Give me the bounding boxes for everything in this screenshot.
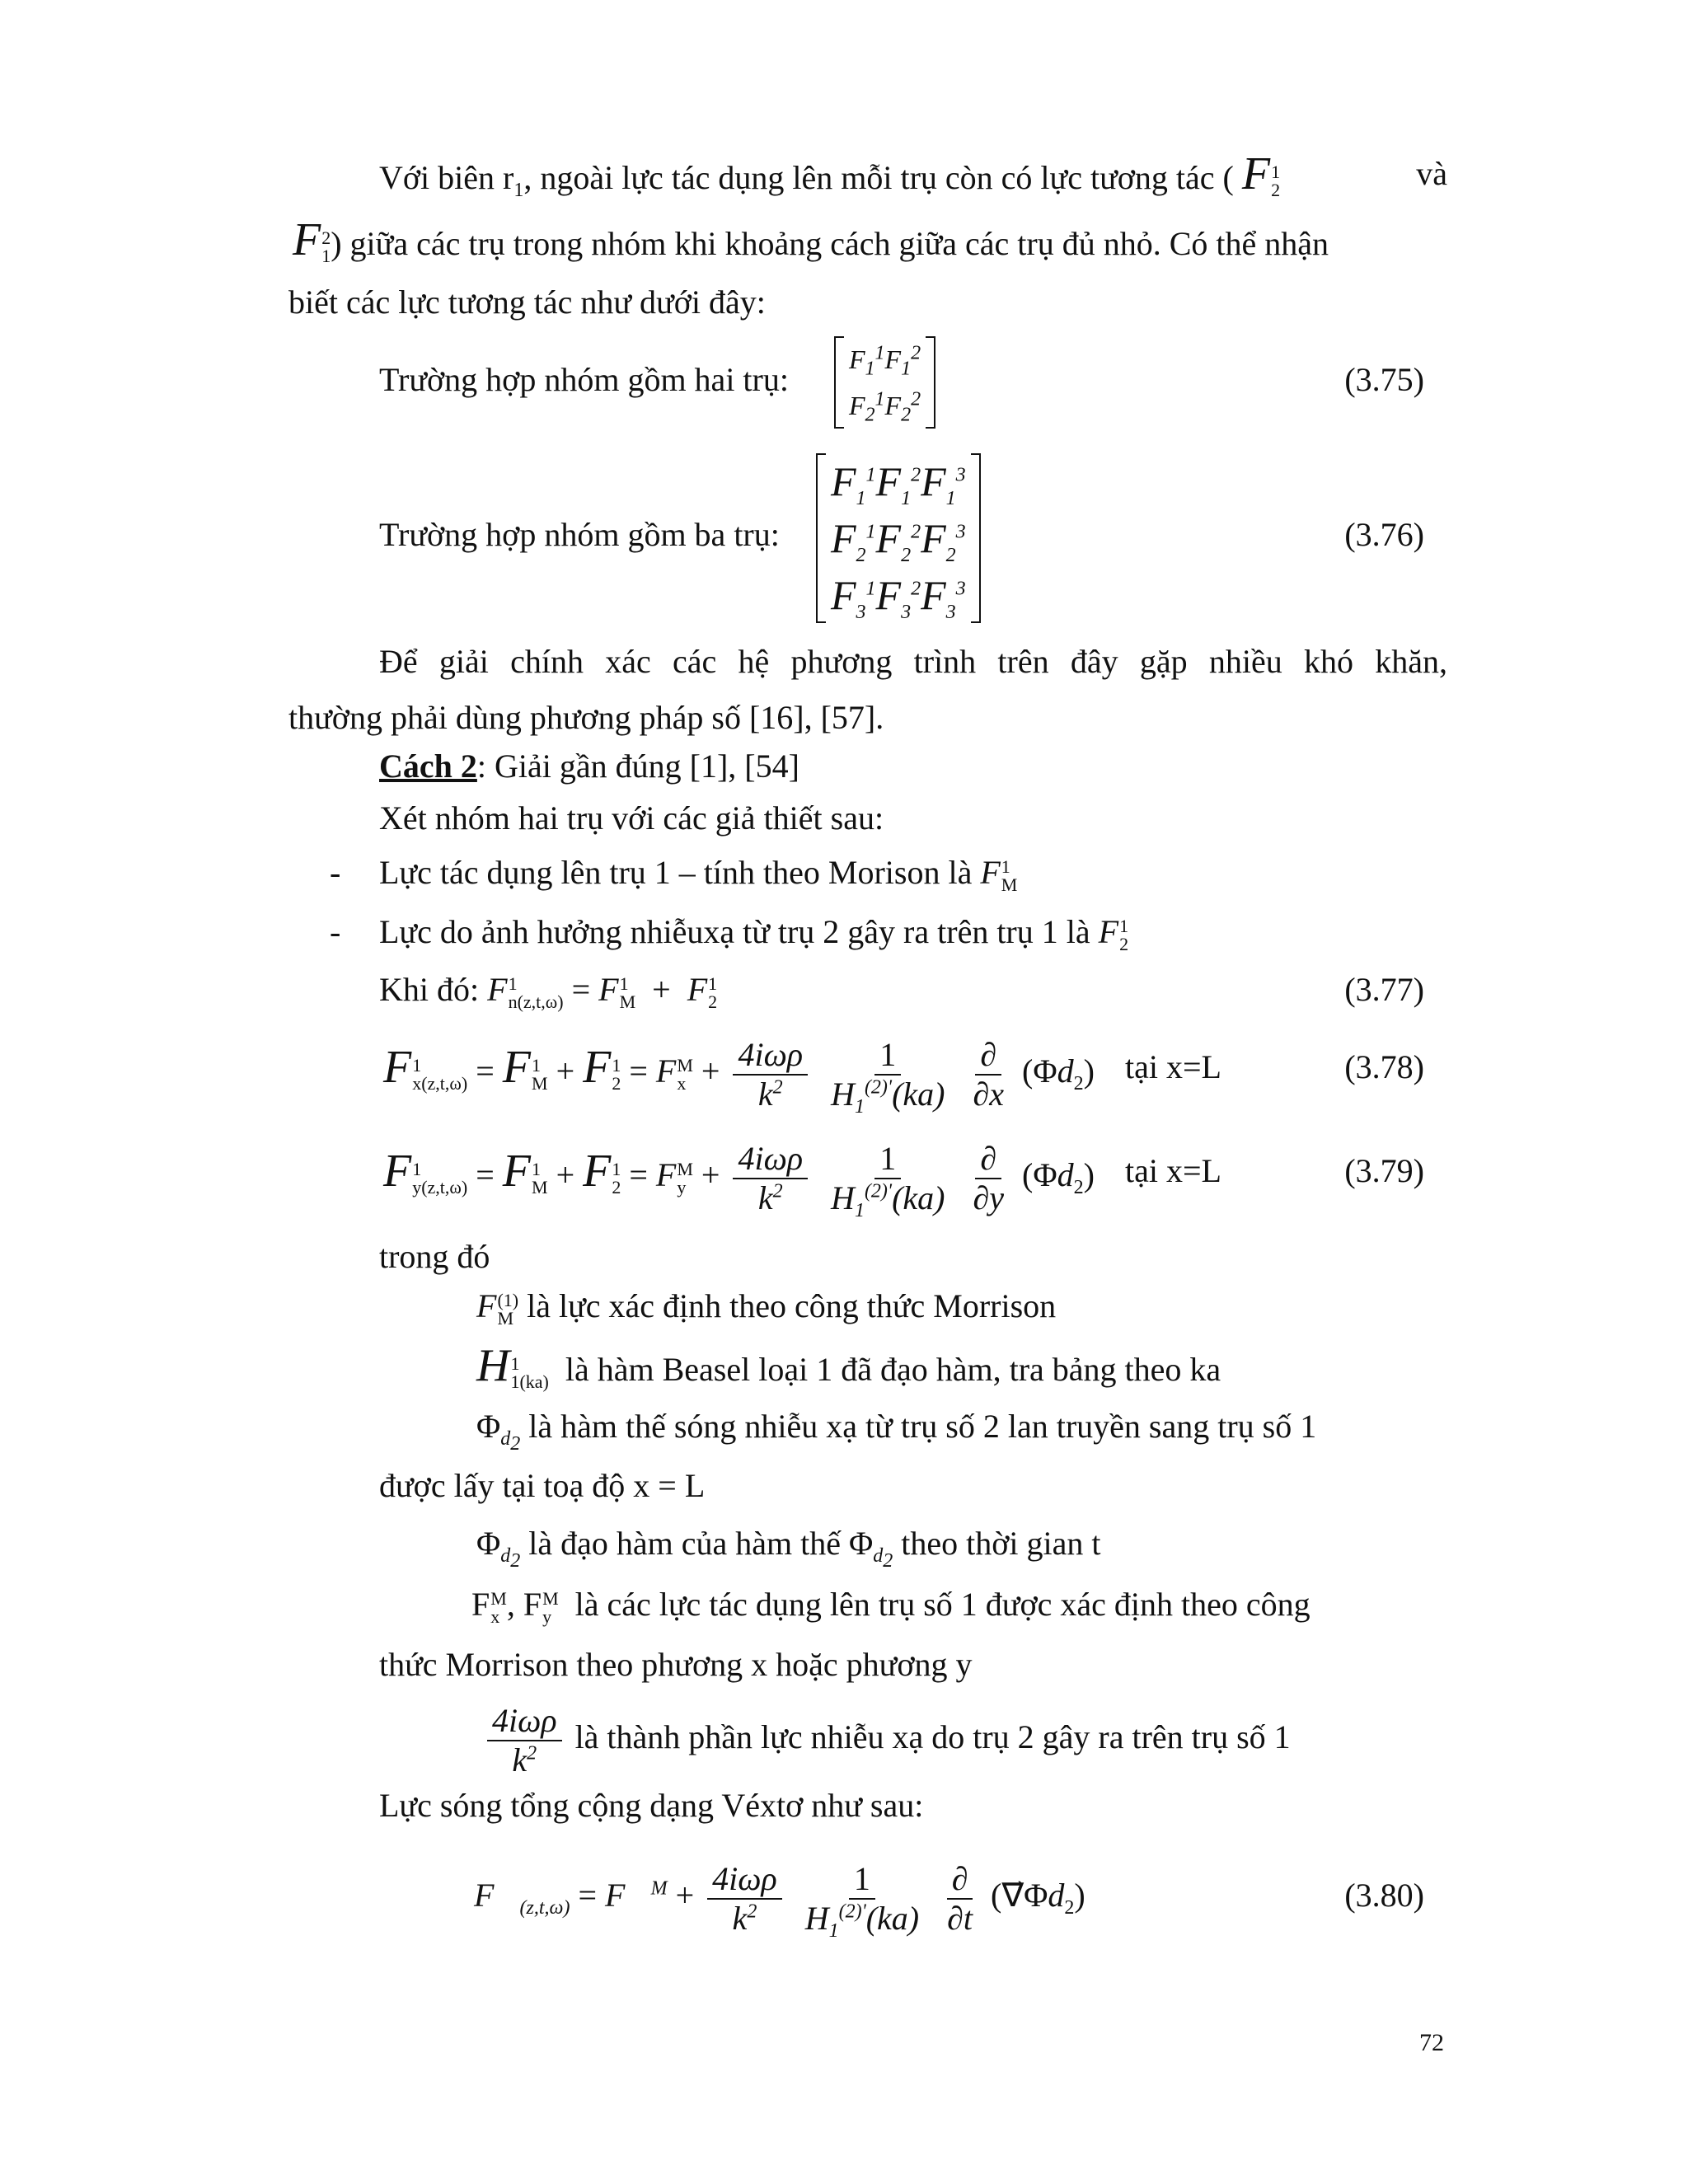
bullet-dash-2: -	[330, 913, 341, 950]
eq-3-80: (3.80)	[1344, 1877, 1424, 1914]
bullet-2: Lực do ảnh hưởng nhiễuxạ từ trụ 2 gây ra trên trụ 1 là F 1 2	[379, 913, 1129, 954]
equation-3-80: $F⃗_{(z,t,\omega)}$ = F⃗$^M$ + $\frac{\text{4iωρ}}{k^2}$ $\frac{1}{H_1^{(2)'}(ka)}$ $\frac{\partial}{\partial t}$ $(\nabla⃗\Phi d_2)$	[474, 1859, 1085, 1942]
para1-line3: biết các lực tương tác như dưới đây:	[288, 284, 766, 321]
def-3a: $\Phi_{d_2}$ là hàm thế sóng nhiễu xạ từ trụ số 2 lan truyền sang trụ số 1	[476, 1408, 1317, 1455]
def-5a: F M x , F M y là các lực tác dụng lên trụ số 1 được xác định theo công	[471, 1586, 1311, 1627]
def-2: H 1 1(ka) là hàm Beasel loại 1 đã đạo hàm, tra bảng theo ka	[476, 1340, 1221, 1392]
eq-3-79: (3.79)	[1344, 1152, 1424, 1189]
equation-3-79: F 1 y(z,t,ω) = F 1 M + F 1 2 = F M y + $\frac{\text{4iωρ}}{k^2}$ $\frac{1}{H_1^{(2)'}(ka)}$ $\frac{\partial}{\partial y}$ $(\Phi d_2)$	[383, 1139, 1095, 1221]
eq-3-78-condition: tại x=L	[1125, 1048, 1221, 1085]
para1-line1: Với biên $r_1$, ngoài lực tác dụng lên mỗi trụ còn có lực tương tác ( F 1 2 và	[379, 148, 1447, 201]
matrix-three: $F_1^1F_1^2F_1^3$ $F_2^1F_2^2F_2^3$ $F_3^1F_3^2F_3^3$	[816, 453, 981, 623]
matrix-two: $F_1^1F_1^2$ $F_2^1F_2^2$	[834, 336, 935, 429]
def-1: F (1) M là lực xác định theo công thức Morrison	[476, 1287, 1057, 1329]
def-4: $\Phi_{d_2}$ là đạo hàm của hàm thế $\Phi_{d_2}$ theo thời gian t	[476, 1525, 1101, 1572]
eq-3-77: (3.77)	[1344, 971, 1424, 1008]
khi-do-equation: Khi đó: F 1 n(z,t,ω) = F 1 M + F 1 2	[379, 971, 718, 1012]
bullet-1: Lực tác dụng lên trụ 1 – tính theo Morison là F 1 M	[379, 854, 1018, 895]
def-6: $\frac{\text{4iωρ}}{k^2}$ là thành phần lực nhiễu xạ do trụ 2 gây ra trên trụ số 1	[482, 1696, 1291, 1779]
method2-heading: Cách 2: Giải gần đúng [1], [54]	[379, 748, 799, 785]
bullet-dash-1: -	[330, 854, 341, 891]
eq-3-78: (3.78)	[1344, 1048, 1424, 1085]
trong-do: trong đó	[379, 1238, 490, 1275]
def-3b: được lấy tại toạ độ x = L	[379, 1467, 706, 1504]
eq-3-76: (3.76)	[1344, 516, 1424, 553]
assumptions-intro: Xét nhóm hai trụ với các giả thiết sau:	[379, 799, 884, 837]
case-two-label: Trường hợp nhóm gồm hai trụ:	[379, 361, 789, 398]
eq-3-79-condition: tại x=L	[1125, 1152, 1221, 1189]
case-three-label: Trường hợp nhóm gồm ba trụ:	[379, 516, 780, 553]
page-number: 72	[1419, 2029, 1444, 2056]
vector-intro: Lực sóng tổng cộng dạng Véxtơ như sau:	[379, 1787, 924, 1824]
eq-3-75: (3.75)	[1344, 361, 1424, 398]
para2-line2: thường phải dùng phương pháp số [16], [57].	[288, 699, 884, 736]
def-5b: thức Morrison theo phương x hoặc phương y	[379, 1646, 973, 1683]
equation-3-78: F 1 x(z,t,ω) = F 1 M + F 1 2 = F M x + $\frac{\text{4iωρ}}{k^2}$ $\frac{1}{H_1^{(2)'}(ka)}$ $\frac{\partial}{\partial x}$ $(\Phi d_2)$	[383, 1035, 1095, 1118]
para2-line1: Để giải chính xác các hệ phương trình trên đây gặp nhiều khó khăn,	[379, 643, 1447, 680]
para1-line2: F 2 1 ) giữa các trụ trong nhóm khi khoảng cách giữa các trụ đủ nhỏ. Có thể nhận	[293, 214, 1329, 266]
